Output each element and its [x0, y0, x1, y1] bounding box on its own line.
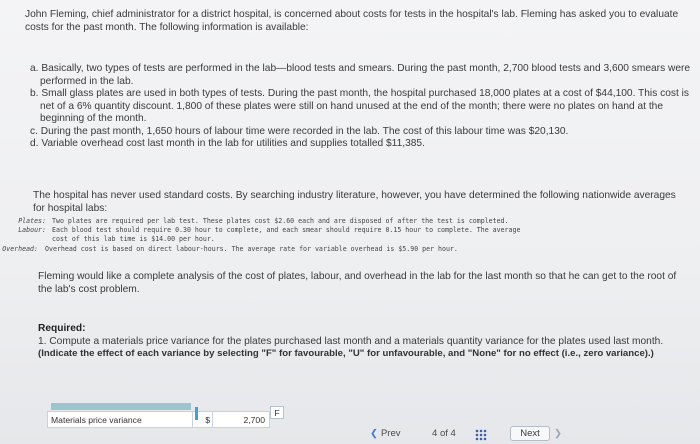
page-indicator: [432, 428, 472, 444]
variance-amount-input[interactable]: 2,700: [212, 411, 270, 428]
labour-text-1: Each blood test should require 0.30 hour to complete, and each smear should require 0.15 hour to complete. The average: [52, 226, 521, 234]
prev-button[interactable]: [370, 428, 410, 444]
chevron-left-icon: ❮: [370, 428, 378, 439]
fact-b: b. Small glass plates are used in both types of tests. During the past month, the hospital purchased 18,000 plates at a cost of $44,100. This cost is net of a 6% quantity discount. 1,800 of these plates were still on hand unused at the end of the month; there were no plates on hand at the beginning of the month.: [30, 88, 689, 124]
overhead-text: Overhead cost is based on direct labour-hours. The average rate for variable overhead is $5.90 per hour.: [45, 245, 458, 253]
fact-d: d. Variable overhead cost last month in the lab for utilities and supplies totalled $11,385.: [30, 138, 425, 149]
required-section: [38, 323, 688, 361]
analysis-request: Fleming would like a complete analysis of the cost of plates, labour, and overhead in the lab for the last month so that he can get to the root of the lab's cost problem.: [38, 271, 677, 295]
problem-intro: John Fleming, chief administrator for a district hospital, is concerned about costs for tests in the hospital's lab. Fleming has asked you to evaluate costs for the past month. The following information is available:: [25, 9, 679, 33]
answer-row: [47, 408, 283, 429]
required-text: 1. Compute a materials price variance for the plates purchased last month and a materials quantity variance for the plates used last month.: [38, 335, 664, 347]
required-instruction: (Indicate the effect of each variance by selecting "F" for favourable, "U" for unfavourable, and "None" for no effect (i.e., zero variance).): [38, 348, 654, 359]
fact-a: a. Basically, two types of tests are performed in the lab—blood tests and smears. During the past month, 2,700 blood tests and 3,600 smears were performed in the lab.: [30, 63, 691, 87]
plates-text: Two plates are required per lab test. These plates cost $2.60 each and are disposed of after the test is completed.: [52, 217, 509, 225]
currency-cell: [192, 411, 212, 428]
grid-icon[interactable]: [475, 429, 487, 441]
facts-list: [30, 63, 692, 151]
labour-text-2: cost of this lab time is $14.00 per hour.: [52, 235, 215, 243]
overhead-label: Overhead:: [2, 245, 38, 253]
fact-c: c. During the past month, 1,650 hours of labour time were recorded in the lab. The cost of this labour time was $20,130.: [30, 125, 569, 137]
labour-label: Labour:: [18, 226, 46, 234]
chevron-right-icon[interactable]: ❯: [554, 428, 562, 439]
standards-intro: The hospital has never used standard costs. By searching industry literature, however, you have determined the following nationwide averages for hospital labs:: [33, 190, 676, 214]
required-heading: Required:: [38, 323, 86, 334]
variance-label: Materials price variance: [47, 411, 192, 428]
page-of: of: [439, 428, 448, 439]
table-header-bar: [51, 403, 191, 410]
next-button[interactable]: Next: [510, 426, 550, 441]
page-current: 4: [432, 428, 438, 439]
standards-table: [0, 217, 700, 267]
answer-flag-icon: [195, 407, 198, 420]
currency-symbol: $: [205, 415, 210, 425]
prev-label: Prev: [380, 428, 401, 439]
effect-select[interactable]: F: [270, 406, 284, 419]
page-total: 4: [450, 428, 456, 439]
plates-label: Plates:: [18, 217, 46, 225]
